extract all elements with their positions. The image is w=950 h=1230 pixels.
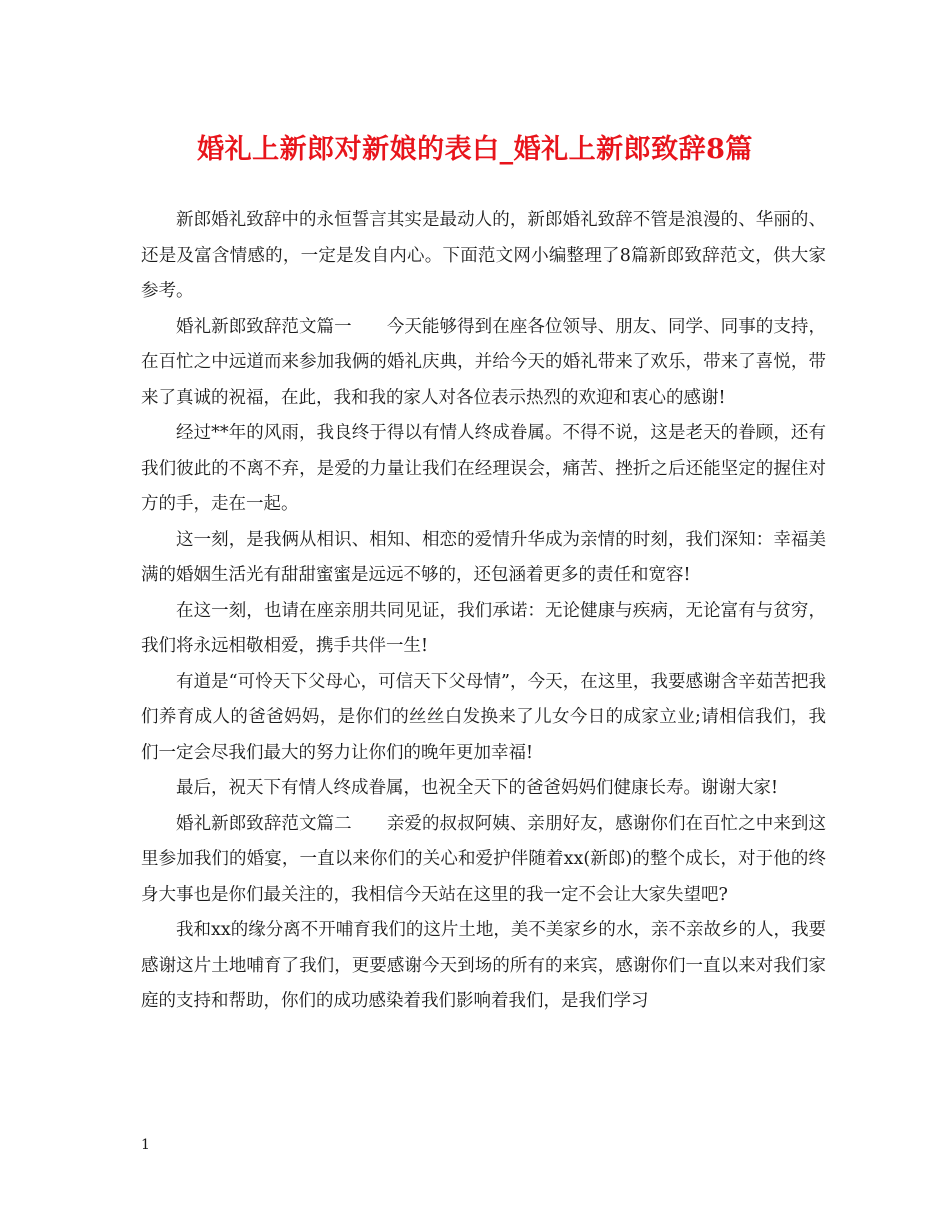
paragraph: 最后，祝天下有情人终成眷属，也祝全天下的爸爸妈妈们健康长寿。谢谢大家!: [176, 778, 779, 798]
paragraph: 在这一刻，也请在座亲朋共同见证，我们承诺：无论健康与疾病，无论富有与贫穷，我们将永远相敬相爱，携手共伴一生!: [141, 600, 826, 656]
paragraph: 这一刻，是我俩从相识、相知、相恋的爱情升华成为亲情的时刻，我们深知：幸福美满的婚姻生活光有甜甜蜜蜜是远远不够的，还包涵着更多的责任和宽容!: [141, 529, 826, 585]
paragraph: 新郎婚礼致辞中的永恒誓言其实是最动人的，新郎婚礼致辞不管是浪漫的、华丽的、还是及富含情感的，一定是发自内心。下面范文网小编整理了8篇新郎致辞范文，供大家参考。: [141, 210, 826, 301]
document-body: [141, 203, 826, 1020]
page-number: 1: [141, 1137, 150, 1153]
paragraph: 经过**年的风雨，我良终于得以有情人终成眷属。不得不说，这是老天的眷顾，还有我们彼此的不离不弃，是爱的力量让我们在经理误会，痛苦、挫折之后还能坚定的握住对方的手，走在一起。: [141, 423, 826, 514]
paragraph: 我和xx的缘分离不开哺育我们的这片土地，美不美家乡的水，亲不亲故乡的人，我要感谢这片土地哺育了我们，更要感谢今天到场的所有的来宾，感谢你们一直以来对我们家庭的支持和帮助，你们的成功感染着我们影响着我们，是我们学习: [141, 920, 826, 1011]
paragraph: 婚礼新郎致辞范文篇一 今天能够得到在座各位领导、朋友、同学、同事的支持，在百忙之中远道而来参加我俩的婚礼庆典，并给今天的婚礼带来了欢乐，带来了喜悦，带来了真诚的祝福，在此，我和我的家人对各位表示热烈的欢迎和衷心的感谢!: [141, 316, 826, 408]
paragraph: 有道是“可怜天下父母心，可信天下父母情”，今天，在这里，我要感谢含辛茹苦把我们养育成人的爸爸妈妈，是你们的丝丝白发换来了儿女今日的成家立业;请相信我们，我们一定会尽我们最大的努力让你们的晚年更加幸福!: [141, 671, 826, 763]
paragraph: 婚礼新郎致辞范文篇二 亲爱的叔叔阿姨、亲朋好友，感谢你们在百忙之中来到这里参加我们的婚宴，一直以来你们的关心和爱护伴随着xx(新郎)的整个成长，对于他的终身大事也是你们最关注的，我相信今天站在这里的我一定不会让大家失望吧?: [141, 813, 826, 905]
document-title: 婚礼上新郎对新娘的表白_婚礼上新郎致辞8篇: [197, 134, 753, 165]
